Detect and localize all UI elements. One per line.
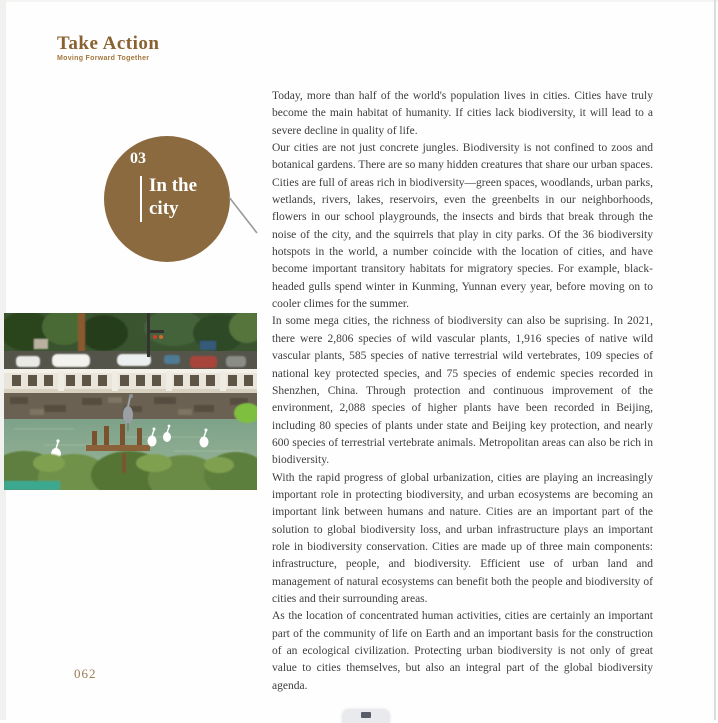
section-label-line1: In the: [149, 175, 198, 196]
lake-photo-illustration: [4, 313, 257, 490]
lake-photo: [4, 313, 257, 490]
section-badge: [104, 136, 230, 262]
badge-divider: [140, 176, 142, 222]
body-text-column: [272, 88, 653, 695]
dock-hint[interactable]: [342, 709, 390, 723]
chapter-title: Take Action: [57, 33, 160, 54]
page-right-edge: [714, 0, 716, 720]
page-number: 062: [74, 666, 97, 681]
paragraph-3: In some mega cities, the richness of biodiversity can also be suprising. In 2021, there were 2,806 species of wild vascular plants, 1,916 species of native wild vascular plants, 585 species of native terrestrial wild vertebrates, 109 species of national key protected species, and 75 species of endemic species recorded in Shenzhen, China. Through protection and continuous improvement of the environment, 2,088 species of higher plants have been recorded in Beijing, including 80 species of plants under state and Beijing key protection, and nearly 600 species of terrestrial vertebrate animals. Metropolitan areas can also be rich in biodiversity.: [272, 315, 653, 467]
section-label: [149, 174, 197, 220]
page-top-edge: [0, 0, 718, 2]
paragraph-2: Our cities are not just concrete jungles. Biodiversity is not confined to zoos and botanical gardens. There are so many hidden creatures that share our urban spaces. Cities are full of areas rich in biodiversity—green spaces, woodlands, urban parks, wetlands, rivers, lakes, reservoirs, even the greenbelts in our neighborhoods, flowers in our school playgrounds, the insects and birds that break through the noise of the city, and the squirrels that play in city parks. Of the 36 biodiversity hotspots in the world, a number coincide with the location of cities, and have become important transitory habitats for migratory species. For example, black-headed gulls spend winter in Kunming, Yunnan every year, before moving on to cooler climes for the summer.: [272, 142, 653, 311]
paragraph-1: Today, more than half of the world's population lives in cities. Cities have truly become the main habitat of humanity. If cities lack biodiversity, it will lead to a severe decline in quality of life.: [272, 90, 653, 137]
dock-window-icon: [361, 712, 371, 718]
section-number: 03: [130, 150, 146, 167]
chapter-subtitle: Moving Forward Together: [57, 55, 150, 62]
running-header: [57, 34, 159, 62]
paragraph-4: With the rapid progress of global urbanization, cities are playing an increasingly important role in protecting biodiversity, and urban ecosystems are becoming an important link between humans and nature. Cities are an important part of the solution to global biodiversity loss, and urban infrastructure plays an important role in biodiversity conservation. Cities are made up of three main components: infrastructure, people, and biodiversity. Efficient use of urban land and management of natural ecosystems can benefit both the people and biodiversity of cities and their surrounding areas.: [272, 471, 653, 605]
paragraph-5: As the location of concentrated human activities, cities are certainly an important part of the community of life on Earth and an important basis for the construction of an ecological civilization. Protecting urban biodiversity is not only of great value to cities themselves, but also an integral part of the global biodiversity agenda.: [272, 610, 653, 692]
section-label-line2: city: [149, 198, 179, 219]
callout-line: [226, 194, 262, 238]
